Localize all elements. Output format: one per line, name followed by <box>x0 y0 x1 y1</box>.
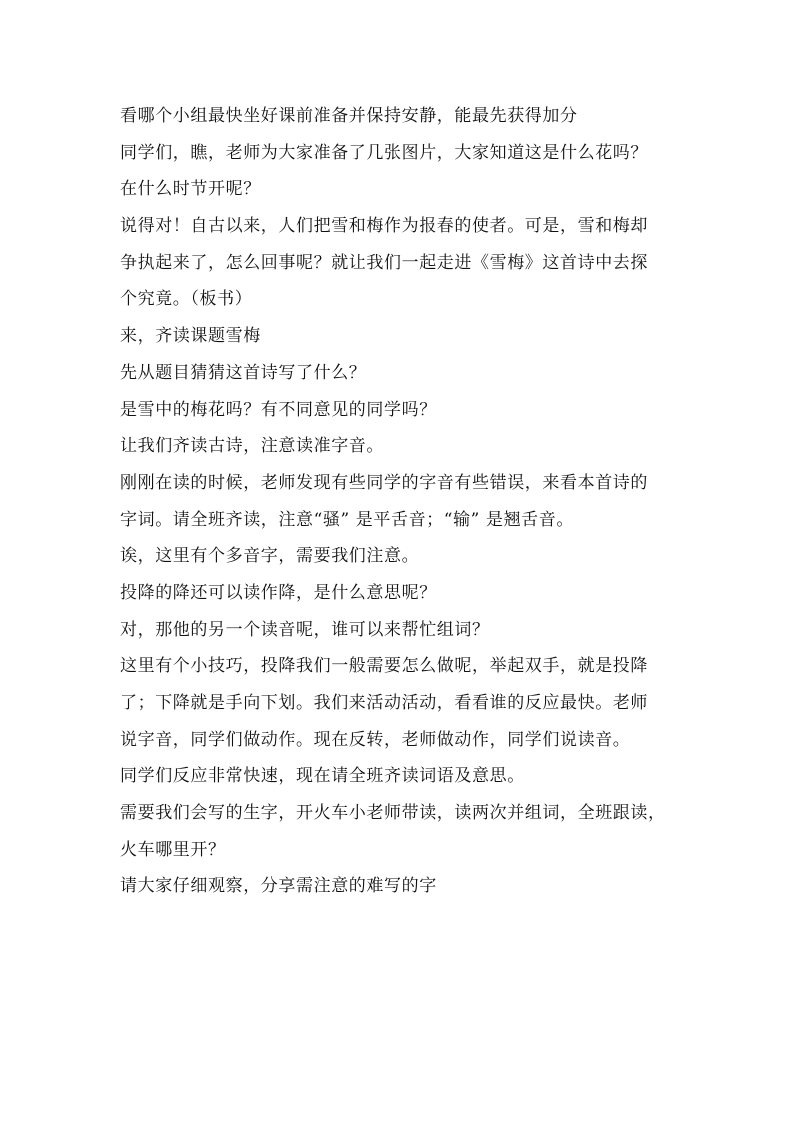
paragraph-line: 请大家仔细观察，分享需注意的难写的字 <box>120 876 437 897</box>
paragraph-line: 同学们，瞧，老师为大家准备了几张图片，大家知道这是什么花吗？ <box>120 142 648 163</box>
paragraph-line: 是雪中的梅花吗？有不同意见的同学吗？ <box>120 399 437 420</box>
paragraph-line: 来，齐读课题雪梅 <box>120 326 261 347</box>
paragraph-line: 投降的降还可以读作降，是什么意思呢？ <box>120 582 437 603</box>
paragraph-line: 同学们反应非常快速，现在请全班齐读词语及意思。 <box>120 766 525 787</box>
paragraph-line: 火车哪里开？ <box>120 839 226 860</box>
paragraph-line: 说得对！自古以来，人们把雪和梅作为报春的使者。可是，雪和梅却 <box>120 216 648 237</box>
paragraph-line: 对，那他的另一个读音呢，谁可以来帮忙组词？ <box>120 619 490 640</box>
paragraph-line: 刚刚在读的时候，老师发现有些同学的字音有些错误，来看本首诗的 <box>120 472 648 493</box>
paragraph-line: 诶，这里有个多音字，需要我们注意。 <box>120 546 420 567</box>
paragraph-line: 需要我们会写的生字，开火车小老师带读，读两次并组词，全班跟读， <box>120 803 666 824</box>
paragraph-line: 说字音，同学们做动作。现在反转，老师做动作，同学们说读音。 <box>120 729 631 750</box>
paragraph-line: 看哪个小组最快坐好课前准备并保持安静，能最先获得加分 <box>120 106 578 126</box>
paragraph-line: 先从题目猜猜这首诗写了什么？ <box>120 362 367 383</box>
paragraph-line: 个究竟。（板书） <box>120 289 253 310</box>
paragraph-line: 这里有个小技巧，投降我们一般需要怎么做呢，举起双手，就是投降 <box>120 656 648 677</box>
paragraph-line: 争执起来了，怎么回事呢？就让我们一起走进《雪梅》这首诗中去探 <box>120 252 648 273</box>
paragraph-line: 让我们齐读古诗，注意读准字音。 <box>120 436 384 457</box>
document-body <box>120 102 680 909</box>
paragraph-line: 在什么时节开呢？ <box>120 179 261 200</box>
paragraph-line: 字词。请全班齐读，注意“骚” 是平舌音；“输” 是翘舌音。 <box>120 509 574 530</box>
paragraph-line: 了；下降就是手向下划。我们来活动活动，看看谁的反应最快。老师 <box>120 693 648 713</box>
